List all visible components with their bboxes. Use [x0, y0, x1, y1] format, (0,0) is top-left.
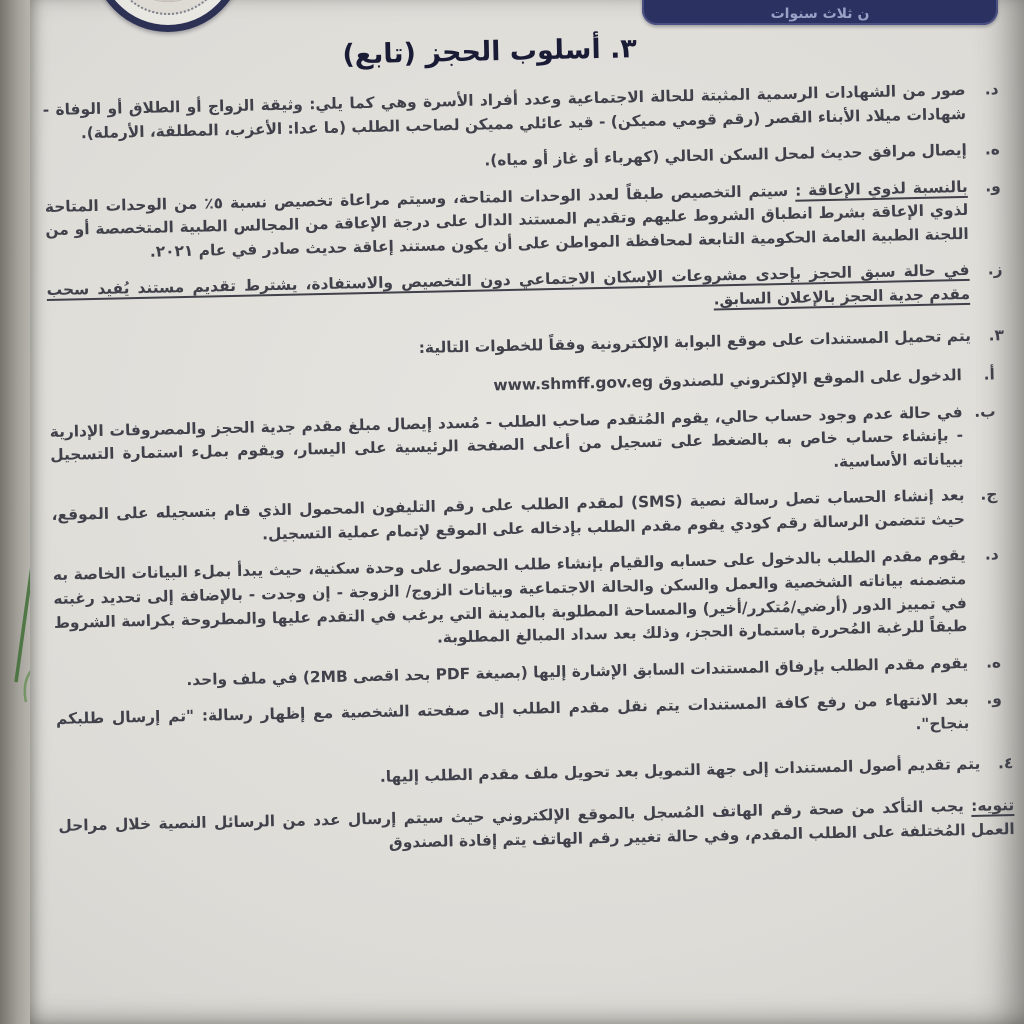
item-text [58, 794, 1015, 862]
item-text: صور من الشهادات الرسمية المثبتة للحالة الاجتماعية وعدد أفراد الأسرة وهي كما يلي: وثيقة الزواج أو الطلاق أو الوفاة - شهادات ميلاد الأبناء القصر (رقم قومي مميكن) - قيد عائلي مميكن لصاحب الطلب (ما عدا: الأعزب، المطلقة، الأرملة). [42, 80, 967, 142]
substep-dal [53, 544, 1011, 659]
item-marker: ٣. [988, 325, 1005, 345]
item-text: يقوم مقدم الطلب بالدخول على حسابه والقيام بإنشاء طلب الحصول على وحدة سكنية، حيث يبدأ بملء البيانات الخاصة به متضمنه بياناته الشخصية والعمل والسكن والحالة الاجتماعية وبيانات الزوج/ الزوجة - إن وجدت - بالإضافة إلى تحديد رغبته في تمييز الدور (أرضي/مُتكرر/أخير) والمساحة المطلوبة بالمدينة التي يرغب في التقدم عليها والمطروحة بكراسة الشروط طبقاً للرغبة المُحررة باستمارة الحجز، وذلك بعد سداد المبالغ المطلوبة. [52, 546, 968, 647]
item-marker: ب. [974, 402, 996, 421]
item-marker: د. [984, 545, 999, 565]
item-text-body: سيتم التخصيص طبقاً لعدد الوحدات المتاحة، وسيتم مراعاة تخصيص نسبة ٥٪ من الوحدات المتاحة لذوي الإعاقة بشرط انطباق الشروط عليهم وتقديم المستند الدال على درجة الإعاقة من المجالس الطبية المتخصصة أو من اللجنة الطبية العامة الحكومية التابعة لمحافظة المواطن على أن يكون مستند إعاقة حديث صادر في عام ٢٠٢١. [44, 181, 969, 261]
notice-lead: تنويه: [970, 796, 1015, 815]
item-marker: و. [985, 176, 1001, 196]
item-marker: ج. [980, 485, 998, 505]
item-marker: د. [984, 80, 999, 99]
list-item-ha [44, 138, 1000, 182]
document-content [41, 0, 1016, 875]
item-text: في حالة عدم وجود حساب حالي، يقوم المُتقدم صاحب الطلب - مُسدد إيصال مبلغ مقدم جدية الحجز والمصروفات الإدارية - بإنشاء حساب خاص به بالضغط على تسجيل من أعلى الصفحة الرئيسية على اليسار، ويقوم بملء استمارة التسجيل ببياناته الأساسية. [49, 402, 964, 471]
substep-ba [50, 400, 1007, 492]
item-text-underlined: في حالة سبق الحجز بإحدى مشروعات الإسكان الاجتماعي دون التخصيص والاستفادة، يشترط تقديم مستند يُفيد سحب مقدم جدية الحجز بالإعلان السابق. [46, 261, 971, 309]
item-text: يتم تحميل المستندات على موقع البوابة الإلكترونية وفقاً للخطوات التالية: [418, 326, 972, 357]
item-marker: ه. [985, 653, 1002, 672]
item-text: إيصال مرافق حديث لمحل السكن الحالي (كهرباء أو غاز أو مياه). [484, 141, 968, 170]
item-text: بعد الانتهاء من رفع كافة المستندات يتم نقل مقدم الطلب إلى صفحته الشخصية مع إظهار رسالة: "تم إرسال طلبكم بنجاح". [55, 690, 970, 734]
underlined-lead: بالنسبة لذوي الإعاقة : [794, 177, 968, 200]
notice-paragraph [58, 794, 1015, 862]
item-marker: ه. [984, 140, 1001, 159]
step-4-heading [57, 752, 1013, 796]
item-text [45, 176, 969, 267]
item-marker: أ. [983, 365, 995, 384]
page-title: ٣. أسلوب الحجز (تابع) [342, 33, 638, 71]
list-item-zay [46, 259, 1003, 327]
item-text: يقوم مقدم الطلب بإرفاق المستندات السابق الإشارة إليها (بصيغة PDF بحد اقصى 2MB) في ملف واحد. [186, 653, 969, 689]
substep-jim [51, 483, 1008, 551]
step-3-heading [48, 324, 1004, 368]
list-item-dal [43, 78, 1000, 146]
item-text: يتم تقديم أصول المستندات إلى جهة التمويل بعد تحويل ملف مقدم الطلب إليها. [379, 755, 981, 787]
item-marker: ز. [987, 260, 1003, 279]
notice-body: يجب التأكد من صحة رقم الهاتف المُسجل بالموقع الإلكتروني حيث سيتم إرسال عدد من الرسائل النصية خلال مراحل العمل المُختلفة على الطلب المقدم، وفي حالة تغيير رقم الهاتف يتم إفادة الصندوق [58, 797, 1015, 852]
fund-website-url: www.shmff.gov.eg [493, 372, 654, 395]
substep-alef [49, 363, 1005, 407]
substep-text: الدخول على الموقع الإلكتروني للصندوق [658, 366, 962, 391]
item-text: بعد إنشاء الحساب تصل رسالة نصية (SMS) لمقدم الطلب على رقم التليفون المحمول الذي قام بتسجيله على الموقع، حيث تتضمن الرسالة رقم كودي يقوم مقدم الطلب بإدخاله على الموقع لإتمام عملية التسجيل. [51, 486, 966, 544]
item-marker: و. [986, 689, 1003, 708]
substep-ha [55, 651, 1011, 695]
list-item-waw-disability [45, 175, 1002, 267]
banner-text-fragment: ن ثلاث سنوات [770, 6, 870, 22]
item-text [49, 364, 962, 407]
document-page [30, 0, 1024, 1024]
substep-waw [56, 687, 1013, 755]
item-marker: ٤. [997, 754, 1014, 773]
